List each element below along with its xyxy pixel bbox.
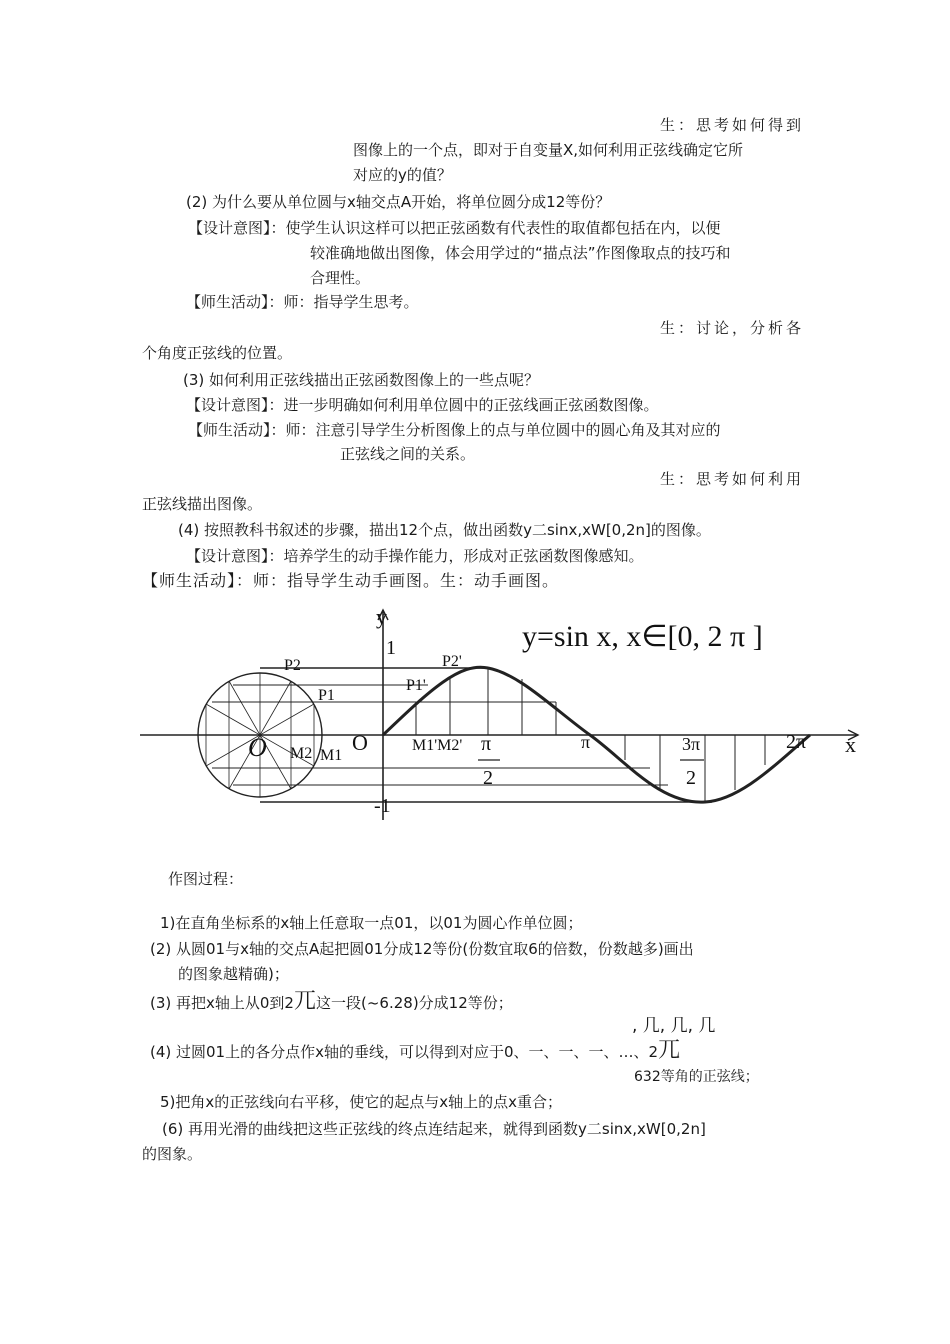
pi-glyph-2: 兀 (658, 1038, 681, 1063)
step-3 (150, 991, 513, 1014)
line-6: 较准确地做出图像，体会用学过的“描点法”作图像取点的技巧和 (310, 244, 731, 262)
line-7: 合理性。 (310, 269, 371, 287)
x-axis-label: x (845, 732, 856, 757)
origin-label: O (352, 730, 368, 755)
tick-pi-half-den: 2 (483, 767, 493, 789)
tick-pi: π (581, 732, 591, 752)
step-3-a: (3) 再把x轴上从0到2 (150, 994, 294, 1012)
label-m1-m2-prime: M1'M2' (412, 737, 463, 754)
step-6: (6) 再用光滑的曲线把这些正弦线的终点连结起来，就得到函数y二sinx,xW[0,2n] (162, 1120, 706, 1138)
label-p1: P1 (318, 687, 335, 704)
y-tick-1: 1 (386, 637, 396, 659)
step-1: 1)在直角坐标系的x轴上任意取一点01，以01为圆心作单位圆； (160, 914, 583, 932)
line-15: 生：思考如何利用 (660, 470, 805, 488)
sine-figure (0, 600, 950, 840)
step-4-a: (4) 过圆01上的各分点作x轴的垂线，可以得到对应于0、一、一、一、…、2 (150, 1043, 659, 1061)
y-axis-label: y (376, 604, 387, 629)
step-4 (150, 1040, 680, 1063)
step-4-denominators: 632等角的正弦线； (634, 1069, 759, 1085)
line-10: 个角度正弦线的位置。 (142, 344, 293, 362)
line-9: 生：讨论，分析各 (660, 319, 805, 337)
label-m1: M1 (320, 747, 343, 764)
tick-3pi-half-num: 3π (682, 734, 701, 754)
label-p2-prime: P2' (442, 653, 462, 670)
design-intent-3: 【设计意图】：进一步明确如何利用单位圆中的正弦线画正弦函数图像。 (186, 396, 659, 414)
label-p2: P2 (284, 657, 301, 674)
activity-4: 【师生活动】：师：指导学生动手画图。生：动手画图。 (142, 571, 560, 590)
step-2-cont: 的图象越精确)； (178, 965, 289, 983)
circle-center-label: O (248, 733, 267, 762)
design-intent-2: 【设计意图】：使学生认识这样可以把正弦函数有代表性的取值都包括在内，以便 (188, 219, 721, 237)
line-16: 正弦线描出图像。 (142, 495, 263, 513)
line-14: 正弦线之间的关系。 (340, 445, 476, 463)
line-3: 对应的y的值？ (353, 166, 452, 184)
step-2: (2) 从圆01与x轴的交点A起把圆01分成12等份(份数宜取6的倍数，份数越多)画出 (150, 940, 694, 958)
step-5: 5)把角x的正弦线向右平移，使它的起点与x轴上的点x重合； (160, 1093, 563, 1111)
activity-2: 【师生活动】：师：指导学生思考。 (186, 293, 419, 311)
tick-pi-half-num: π (481, 733, 492, 755)
procedure-heading: 作图过程： (168, 870, 244, 888)
line-2: 图像上的一个点，即对于自变量X,如何利用正弦线确定它所 (353, 141, 744, 159)
question-3: (3) 如何利用正弦线描出正弦函数图像上的一些点呢？ (183, 371, 540, 389)
design-intent-4: 【设计意图】：培养学生的动手操作能力，形成对正弦函数图像感知。 (186, 547, 644, 565)
figure-title: y=sin x, x∈[0, 2 π ] (522, 620, 763, 653)
label-p1-prime: P1' (406, 677, 426, 694)
y-tick-neg1: -1 (374, 795, 391, 817)
step-6-cont: 的图象。 (142, 1145, 203, 1163)
question-2: (2) 为什么要从单位圆与x轴交点A开始，将单位圆分成12等份？ (186, 193, 611, 211)
activity-3: 【师生活动】：师：注意引导学生分析图像上的点与单位圆中的圆心角及其对应的 (188, 421, 721, 439)
tick-2pi: 2π (786, 731, 807, 753)
pi-glyph: 兀 (293, 989, 316, 1014)
line-1: 生：思考如何得到 (660, 116, 805, 134)
step-4-fractions: , 几, 几, 几 (632, 1016, 716, 1036)
tick-3pi-half-den: 2 (686, 767, 696, 789)
label-m2: M2 (290, 745, 313, 762)
step-3-b: 这一段(~6.28)分成12等份； (316, 994, 513, 1012)
question-4: (4) 按照教科书叙述的步骤，描出12个点，做出函数y二sinx,xW[0,2n]的图像。 (178, 521, 711, 539)
